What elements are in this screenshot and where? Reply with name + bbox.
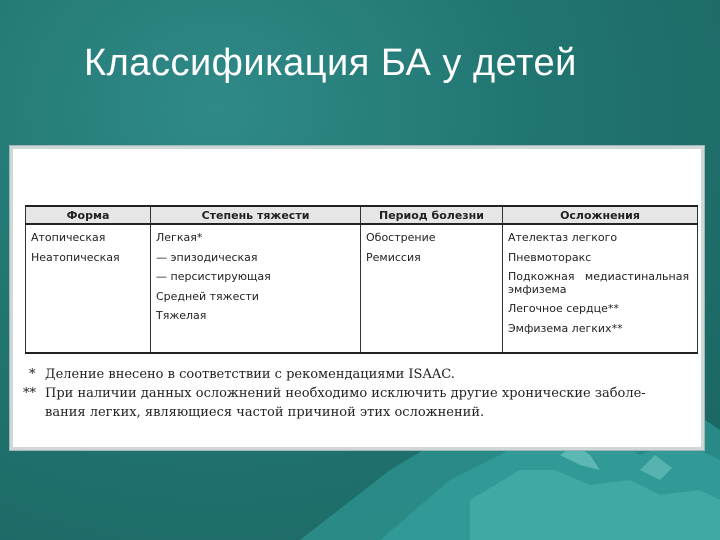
footnote [29,403,699,422]
severity-item: Средней тяжести [156,289,259,303]
complication-item: Эмфизема легких** [508,321,623,335]
footnote-mark: * [29,367,36,382]
complication-item: Подкожная медиастинальная [508,270,690,283]
period-item: Ремиссия [366,250,421,264]
period-cell [361,224,503,353]
table-header-row [26,206,698,224]
classification-table [25,205,698,354]
complication-item: эмфизема [508,283,567,296]
slide-title: Классификация БА у детей [84,42,577,84]
severity-item: — персистирующая [156,270,271,283]
form-item: Неатопическая [31,250,120,264]
header-period: Период болезни [361,206,503,224]
severity-item: Легкая* [156,231,203,244]
footnote-text: При наличии данных осложнений необходимо исключить другие хронические заболе- [45,386,646,401]
footnote-mark: ** [23,386,36,401]
severity-item: — эпизодическая [156,250,258,264]
footnote-text: Деление внесено в соответствии с рекомендациями ISAAC. [45,367,455,382]
severity-item: Тяжелая [156,309,207,322]
header-form: Форма [26,206,151,224]
classification-table-card [10,146,704,450]
table-row [26,224,698,353]
severity-cell [151,224,361,353]
period-item: Обострение [366,231,436,244]
form-cell [26,224,151,353]
header-complications: Осложнения [503,206,698,224]
form-item: Атопическая [31,231,106,244]
complication-item: Легочное сердце** [508,302,619,315]
footnote-text: вания легких, являющиеся частой причиной этих осложнений. [45,405,485,420]
complication-item: Пневмоторакс [508,250,592,264]
footnote [29,365,699,384]
complications-cell [503,224,698,353]
complication-item: Ателектаз легкого [508,231,618,244]
header-severity: Степень тяжести [151,206,361,224]
footnote-mark [29,403,45,422]
footnotes [23,365,699,422]
footnote [23,384,699,403]
